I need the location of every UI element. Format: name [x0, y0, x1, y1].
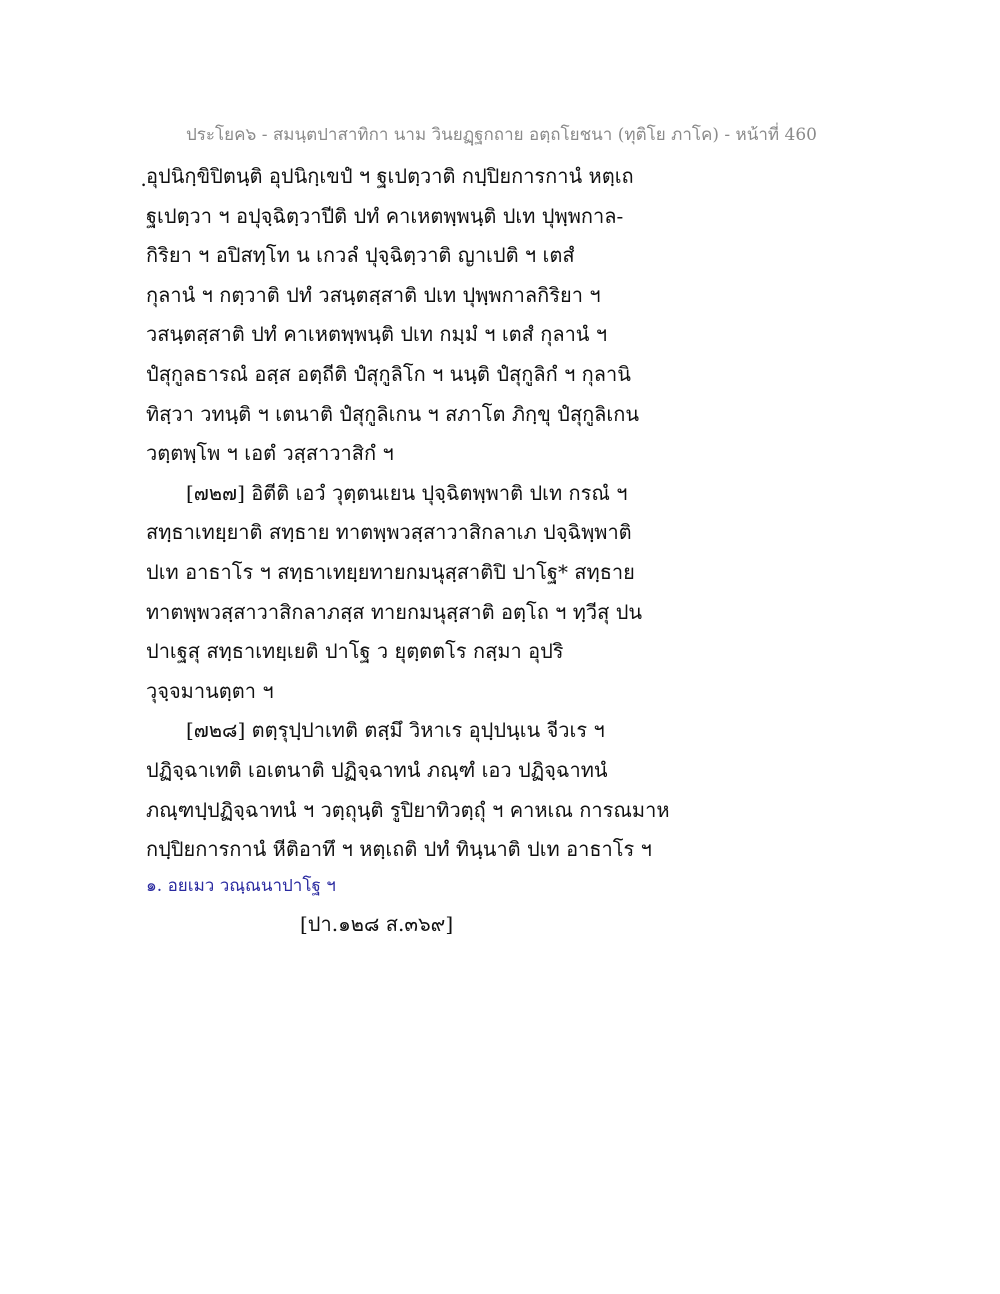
text-line: กิริยา ฯ อปิสทฺโท น เกวลํ ปุจฺฉิตฺวาติ ญาเปติ ฯ เตสํ [146, 243, 575, 268]
text-line: กุลานํ ฯ กตฺวาติ ปทํ วสนฺตสฺสาติ ปเท ปุพฺพกาลกิริยา ฯ [146, 282, 601, 307]
text-line: ปเท อาธาโร ฯ สทฺธาเทยฺยทายกมนุสฺสาติปิ ปาโฐ* สทฺธาย [146, 559, 635, 584]
running-header [0, 121, 1000, 148]
footnote: ๑. อยเมว วณฺณนาปาโฐ ฯ [146, 876, 336, 896]
text-line: ฐเปตฺวา ฯ อปุจฺฉิตฺวาปีติ ปทํ คาเหตพฺพนฺติ ปเท ปุพฺพกาล- [146, 203, 624, 228]
text-line: วตฺตพฺโพ ฯ เอตํ วสฺสาวาสิกํ ฯ [146, 441, 394, 466]
text-line: ปาเฐสุ สทฺธาเทยฺเยติ ปาโฐ ว ยุตฺตตโร กสฺมา อุปริ [146, 639, 564, 664]
paragraph-start-727: [๗๒๗] อิตีติ เอวํ วุตฺตนเยน ปุจฺฉิตพฺพาติ ปเท กรณํ ฯ [186, 480, 628, 505]
text-line: วุจฺจมานตฺตา ฯ [146, 678, 274, 703]
body-text [146, 157, 826, 870]
text-line: ภณฺฑปฺปฏิจฺฉาทนํ ฯ วตฺถุนฺติ รูปิยาทิวตฺถุํ ฯ คาหเณ การณมาห [146, 797, 670, 822]
text-line: ทิสฺวา วทนฺติ ฯ เตนาติ ปํสุกูลิเกน ฯ สภาโต ภิกฺขุ ปํสุกูลิเกน [146, 401, 640, 426]
text-line: วสนฺตสฺสาติ ปทํ คาเหตพฺพนฺติ ปเท กมฺมํ ฯ เตสํ กุลานํ ฯ [146, 322, 608, 347]
paragraph-start-728: [๗๒๘] ตตฺรุปฺปาเทติ ตสฺมึ วิหาเร อุปฺปนฺเน จีวเร ฯ [186, 718, 605, 743]
text-line: ทาตพฺพวสฺสาวาสิกลาภสฺส ทายกมนุสฺสาติ อตฺโถ ฯ ทฺวีสุ ปน [146, 599, 643, 624]
text-line: กปฺปิยการกานํ หีติอาทึ ฯ หตฺเถติ ปทํ ทินฺนาติ ปเท อาธาโร ฯ [146, 837, 652, 862]
text-line: ฺอุปนิกฺขิปิตนฺติ อุปนิกฺเขปํ ฯ ฐเปตฺวาติ กปฺปิยการกานํ หตฺเถ [146, 164, 634, 188]
text-line: ปฏิจฺฉาเทติ เอเตนาติ ปฏิจฺฉาทนํ ภณฺฑํ เอว ปฏิจฺฉาทนํ [146, 757, 608, 782]
text-line: สทฺธาเทยฺยาติ สทฺธาย ทาตพฺพวสฺสาวาสิกลาเภ ปจฺฉิพฺพาติ [146, 520, 632, 545]
running-header-text: ประโยค๖ - สมนฺตปาสาทิกา นาม วินยฏฺฐกถาย อตฺถโยชนา (ทุติโย ภาโค) - หน้าที่ 460 [186, 125, 817, 145]
text-line: ปํสุกูลธารณํ อสฺส อตฺถีติ ปํสุกูลิโก ฯ นนฺติ ปํสุกูลิกํ ฯ กุลานิ [146, 361, 631, 386]
page-reference: [ปา.๑๒๘ ส.๓๖๙] [300, 912, 454, 936]
